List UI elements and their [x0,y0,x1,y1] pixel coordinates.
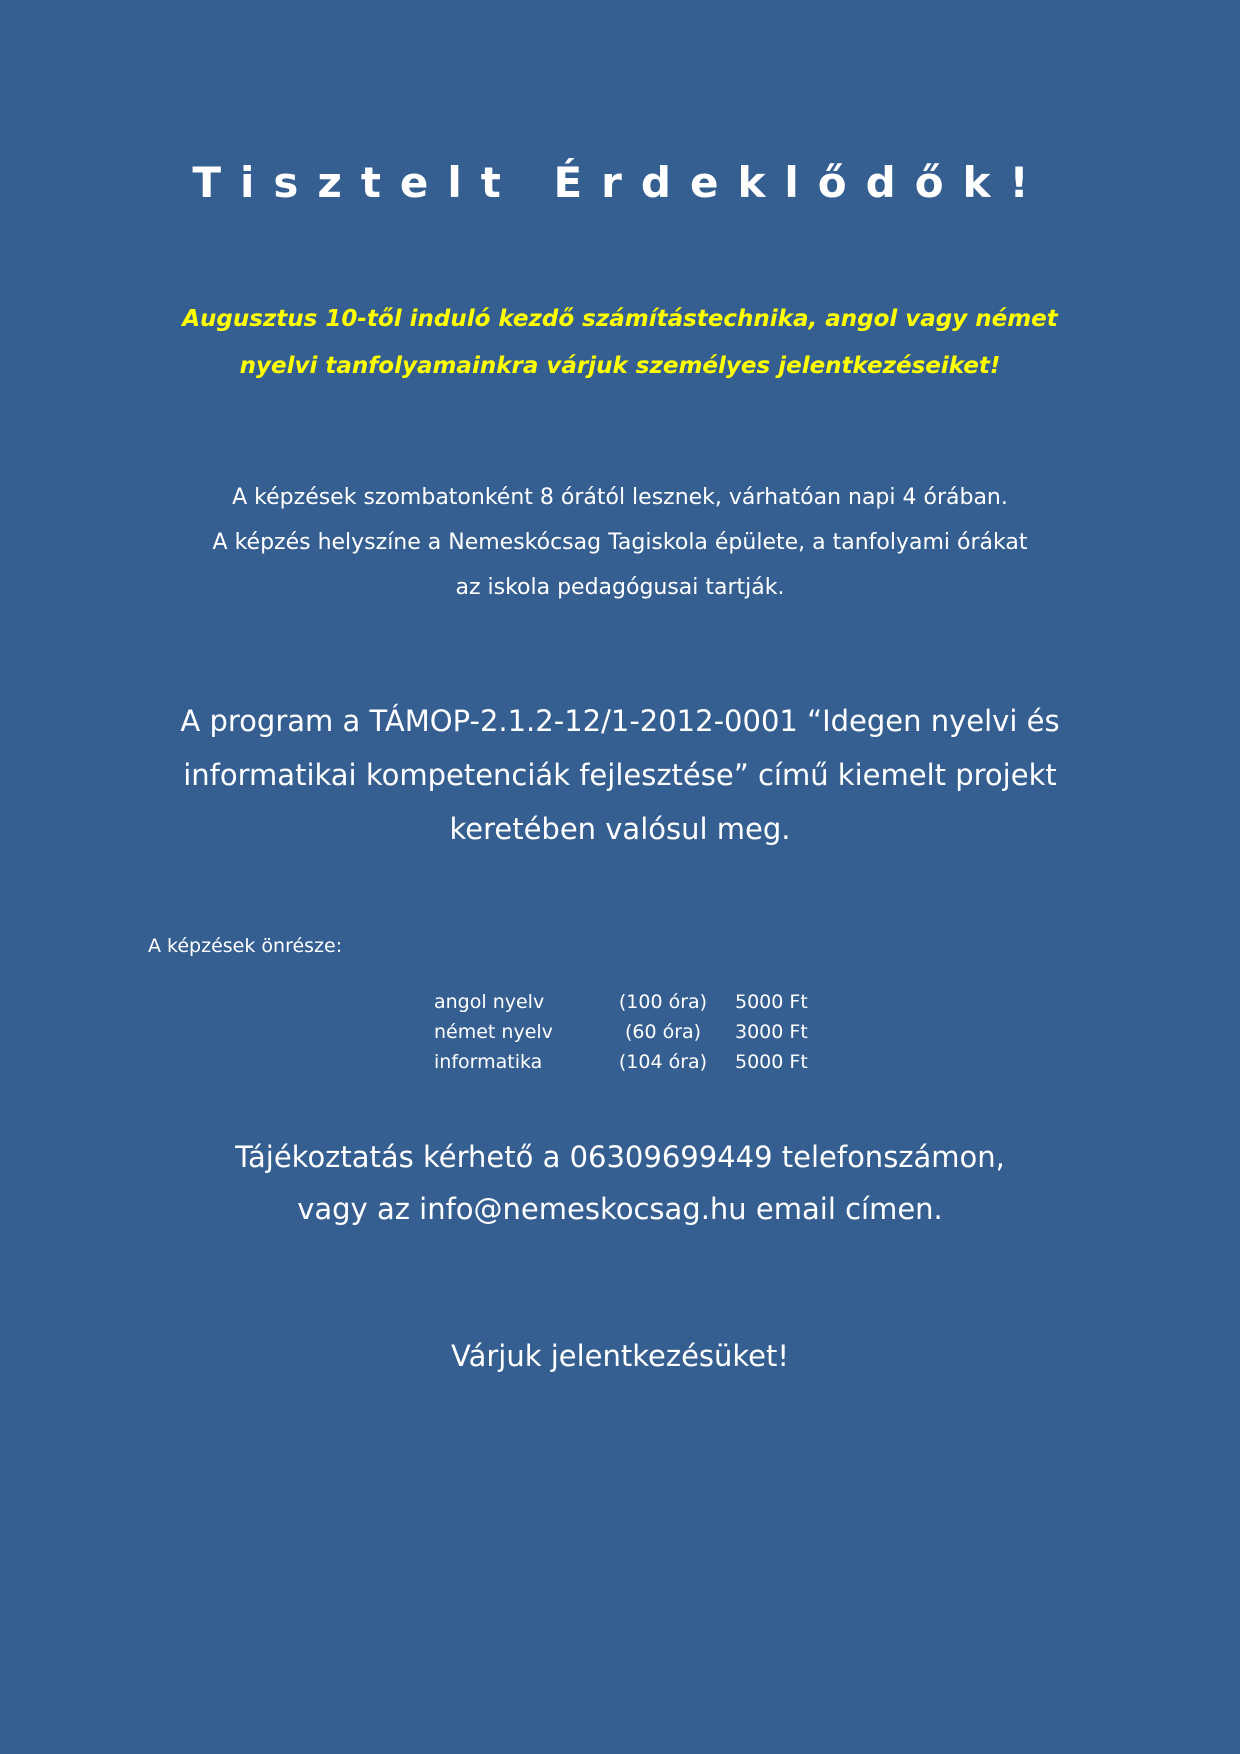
program-line: A program a TÁMOP-2.1.2-12/1-2012-0001 “Idegen nyelvi és [180,704,1060,738]
table-row [434,1047,808,1077]
fees-table [434,987,808,1077]
program-paragraph [100,694,1140,856]
schedule-line: az iskola pedagógusai tartják. [455,575,785,600]
course-hours: (60 óra) [624,1021,702,1043]
program-line: keretében valósul meg. [449,812,791,846]
course-name: angol nyelv [434,991,545,1013]
table-row [434,987,808,1017]
course-name: informatika [434,1051,543,1073]
table-row [434,1017,808,1047]
announcement-line: nyelvi tanfolyamainkra várjuk személyes jelentkezéseiket! [239,353,1001,379]
course-announcement [130,296,1110,390]
announcement-line: Augusztus 10-től induló kezdő számítástechnika, angol vagy német [182,306,1058,332]
program-line: informatikai kompetenciák fejlesztése” című kiemelt projekt [183,758,1057,792]
course-hours: (104 óra) [618,1051,708,1073]
course-price: 3000 Ft [735,1021,808,1043]
closing-line: Várjuk jelentkezésüket! [450,1339,790,1373]
course-price: 5000 Ft [735,991,808,1013]
page-title: Tisztelt Érdeklődők! [192,158,1048,207]
contact-line: Tájékoztatás kérhető a 06309699449 telefonszámon, [235,1140,1005,1174]
schedule-line: A képzések szombatonként 8 órától lesznek, várhatóan napi 4 órában. [232,485,1008,510]
course-name: német nyelv [434,1021,553,1043]
fees-label: A képzések önrésze: [148,935,343,957]
contact-line: vagy az info@nemeskocsag.hu email címen. [297,1192,943,1226]
schedule-line: A képzés helyszíne a Nemeskócsag Tagiskola épülete, a tanfolyami órákat [212,530,1028,555]
course-price: 5000 Ft [735,1051,808,1073]
contact-paragraph [100,1131,1140,1235]
schedule-paragraph [110,475,1130,610]
course-hours: (100 óra) [618,991,708,1013]
